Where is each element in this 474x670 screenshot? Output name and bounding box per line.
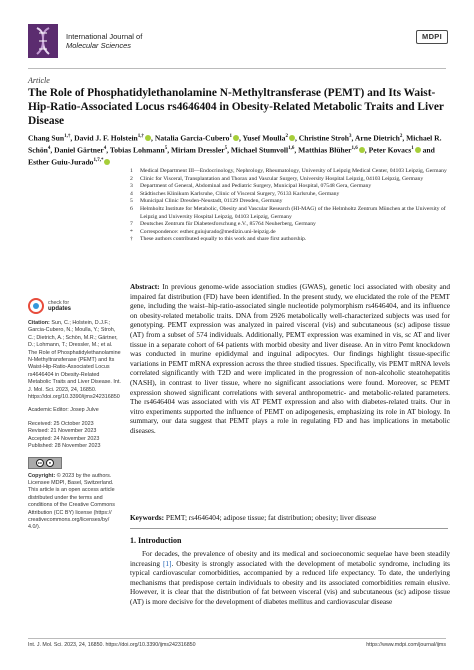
affiliation-item bbox=[130, 191, 450, 199]
footer-citation: Int. J. Mol. Sci. 2023, 24, 16850. https://doi.org/10.3390/ijms242316850 bbox=[28, 642, 196, 648]
affiliation-number: * bbox=[130, 228, 133, 235]
footer-divider bbox=[28, 638, 446, 639]
affiliation-text: Municipal Clinic Dresden-Neustadt, 01129 Dresden, Germany bbox=[140, 198, 283, 205]
author-name[interactable]: Daniel Gärtner bbox=[54, 145, 104, 155]
keywords-text: PEMT; rs4646404; adipose tissue; fat distribution; obesity; liver disease bbox=[165, 513, 377, 522]
affiliation-item bbox=[130, 168, 450, 176]
abstract bbox=[130, 282, 450, 436]
author-list: Chang Sun$^{1,\dagger}$, David J. F. Holstein$^{1,\dagger}$ , Natalia Garcia-Cubero$^1$ , Yusef Moulla$^2$ , Christine Stroh$^3$, Arne Dietrich$^2$, Michael R. Schön$^4$, Daniel Gärtner$^4$, Tobias Lohmann$^5$, Miriam Dressler$^5$, Michael Stumvoll$^{1,6}$, Matthias Blüher$^{1,6}$ , Peter Kovacs$^1$ and Esther Guiu-Jurado$^{1,7,*}$ bbox=[28, 133, 442, 167]
cc-icon: cc bbox=[37, 459, 43, 465]
affiliation-text: Clinic for Visceral, Transplantation and Thorax and Vascular Surgery, University Hospital Leipzig, 04103 Leipzig, Germany bbox=[140, 175, 424, 182]
journal-logo-icon bbox=[28, 24, 58, 58]
orcid-icon[interactable] bbox=[145, 135, 151, 141]
check-updates-line1: check for bbox=[48, 300, 70, 306]
check-updates-line2: updates bbox=[48, 306, 72, 312]
cc-license-badge[interactable] bbox=[28, 457, 62, 469]
affiliation-number: 3 bbox=[130, 183, 133, 190]
affiliation-item bbox=[130, 236, 450, 244]
affiliation-text: Städtisches Klinikum Karlsruhe, Clinic of Visceral Surgery, 76133 Karlsruhe, Germany bbox=[140, 190, 340, 197]
author-name[interactable]: Christine Stroh bbox=[298, 133, 350, 143]
affiliation-number: 1 bbox=[130, 168, 133, 174]
journal-name bbox=[66, 32, 142, 50]
author-affiliation-marker: 1,6 bbox=[351, 146, 358, 152]
affiliation-number: 6 bbox=[130, 205, 133, 212]
author-affiliation-marker: 1 bbox=[229, 134, 232, 139]
affiliation-list bbox=[130, 168, 450, 244]
copyright-block bbox=[28, 473, 122, 532]
reference-link[interactable]: [1] bbox=[162, 558, 172, 568]
footer-journal-url[interactable]: https://www.mdpi.com/journal/ijms bbox=[366, 642, 446, 648]
by-attribution-icon: ● bbox=[46, 459, 54, 467]
author-name[interactable]: Esther Guiu-Jurado bbox=[28, 157, 94, 167]
publication-dates bbox=[28, 421, 122, 451]
orcid-icon[interactable] bbox=[289, 135, 295, 141]
author-affiliation-marker: 4 bbox=[103, 146, 107, 152]
citation-block bbox=[28, 320, 122, 401]
affiliation-number: 5 bbox=[130, 198, 133, 205]
journal-name-line2: Molecular Sciences bbox=[66, 41, 132, 50]
author-name[interactable]: Arne Dietrich bbox=[354, 133, 400, 143]
check-updates-icon bbox=[28, 298, 44, 314]
citation-text: Sun, C.; Holstein, D.J.F.; Garcia-Cubero, N.; Moulla, Y.; Stroh, C.; Dietrich, A.; Schön, M.R.; Gärtner, D.; Lohmann, T.; Dressler, M.; et al. The Role of Phosphatidylethanolamine N-Methyltransferase (PEMT) and Its Waist-Hip-Ratio-Associated Locus rs4646404 in Obesity-Related Metabolic Traits and Liver Disease. Int. J. Mol. Sci. 2023, 24, 16850. https://doi.org/10.3390/ijms242316850 bbox=[28, 320, 121, 401]
page-footer bbox=[28, 642, 446, 649]
date-received: Received: 25 October 2023 bbox=[28, 420, 94, 427]
affiliation-text: Helmholtz Institute for Metabolic, Obesity and Vascular Research (HI-MAG) of the Helmholtz Zentrum München at the University of Leipzig and University Hospital Leipzig, 04103 Leipzig, Germany bbox=[140, 205, 446, 220]
journal-name-line1: International Journal of bbox=[66, 32, 143, 41]
affiliation-item bbox=[130, 198, 450, 206]
intro-text-b: . Obesity is strongly associated with the development of metabolic syndrome, including its typical cardiovascular comorbidities, accompanied by a reduced life expectancy. To date, the underlying mechanisms that predispose certain individuals to obesity and its associated comorbidities remain elusive. However, it is clear that the distribution of fat between visceral (vis) and subcutaneous (sc) adipose tissue (AT) is more decisive for the development of diabetes mellitus and cardiovascular disease bbox=[130, 558, 450, 606]
introduction-paragraph bbox=[130, 549, 450, 607]
author-name[interactable]: Yusef Moulla bbox=[242, 133, 286, 143]
date-revised: Revised: 21 November 2023 bbox=[28, 428, 97, 435]
author-affiliation-marker: 4 bbox=[47, 146, 51, 152]
intro-text-a: For decades, the prevalence of obesity and its medical and socioeconomic sequelae have been steadily increasing bbox=[130, 549, 450, 568]
author-name[interactable]: Matthias Blüher bbox=[298, 145, 352, 155]
mdpi-logo[interactable]: MDPI bbox=[416, 30, 448, 44]
date-published: Published: 28 November 2023 bbox=[28, 443, 101, 450]
academic-editor bbox=[28, 407, 122, 414]
author-name[interactable]: Michael Stumvoll bbox=[230, 145, 289, 155]
author-affiliation-marker: 2 bbox=[285, 134, 288, 139]
abstract-text: In previous genome-wide association studies (GWAS), genetic loci associated with obesity and impaired fat distribution (FD) have been identified. In the present study, we elucidated the role of the PEMT gene, including the waist–hip-ratio-associated single nucleotide polymorphism rs4646404, and its influence on obesity-related metabolic traits. DNA from 2926 metabolically well-characterized subjects was used for genotyping. PEMT expression was analyzed in paired visceral (vis) and subcutaneous (sc) adipose tissue (AT) from a subset of 574 individuals. Additionally, PEMT expression was examined in vis, sc AT and liver tissue in a separate cohort of 64 patients with morbid obesity and liver disease. An in vitro Pemt knockdown was conducted in murine epididymal and inguinal adipocytes. Our findings highlight tissue-specific variations in PEMT mRNA expression across the three studied tissues. Specifically, vis PEMT mRNA levels correlated significantly with T2D and were implicated in the progression of non-alcoholic steatohepatitis (NASH), in contrast to liver tissue, where no significant associations were found. Moreover, sc PEMT expression showed significant correlations with several anthropometric- and metabolic-related parameters. The rs4646404 was associated with vis AT PEMT expression and also with diabetes-related traits. Our in vitro experiments supported the influence of PEMT on adipogenesis, emphasizing its role in AT biology. In summary, our data suggest that PEMT plays a role in regulating FD and has implications in metabolic diseases. bbox=[130, 282, 451, 435]
author-name[interactable]: Natalia Garcia-Cubero bbox=[154, 133, 230, 143]
author-affiliation-marker: 1,7,* bbox=[93, 158, 104, 164]
affiliation-number: 4 bbox=[130, 190, 133, 197]
copyright-label: Copyright: bbox=[28, 472, 56, 479]
orcid-icon[interactable] bbox=[233, 135, 239, 141]
author-name[interactable]: Miriam Dressler bbox=[170, 145, 225, 155]
affiliation-text: Correspondence: esther.guiujurado@medizin.uni-leipzig.de bbox=[140, 228, 276, 235]
affiliation-item bbox=[130, 206, 450, 221]
keywords-divider bbox=[130, 528, 448, 529]
keywords-label: Keywords: bbox=[130, 513, 165, 522]
keywords bbox=[130, 513, 450, 523]
article-title: The Role of Phosphatidylethanolamine N-Methyltransferase (PEMT) and Its Waist-Hip-Ratio-Associated Locus rs4646404 in Obesity-Related Metabolic Traits and Liver Disease bbox=[28, 87, 444, 127]
author-name[interactable]: Tobias Lohmann bbox=[109, 145, 165, 155]
header-divider bbox=[28, 68, 446, 69]
affiliation-number: 2 bbox=[130, 175, 133, 182]
author-name[interactable]: Peter Kovacs bbox=[368, 145, 412, 155]
academic-editor-label: Academic Editor: bbox=[28, 407, 69, 414]
author-affiliation-marker: 1,† bbox=[64, 134, 71, 139]
author-name[interactable]: Chang Sun bbox=[28, 133, 65, 143]
author-affiliation-marker: 5 bbox=[224, 146, 228, 152]
affiliation-text: These authors contributed equally to this work and share first authorship. bbox=[140, 236, 307, 243]
author-affiliation-marker: 5 bbox=[164, 146, 168, 152]
affiliation-number: † bbox=[130, 236, 133, 243]
check-for-updates-button[interactable] bbox=[28, 298, 122, 314]
affiliation-item bbox=[130, 183, 450, 191]
copyright-text: © 2023 by the authors. Licensee MDPI, Basel, Switzerland. This article is an open access article distributed under the terms and conditions of the Creative Commons Attribution (CC BY) license (https:// creativecommons.org/licenses/by/ 4.0/). bbox=[28, 472, 115, 531]
article-sidebar bbox=[28, 298, 122, 538]
article-type: Article bbox=[28, 76, 50, 85]
section-heading-introduction: 1. Introduction bbox=[130, 536, 182, 545]
author-affiliation-marker: 2 bbox=[399, 134, 403, 139]
affiliation-item bbox=[130, 221, 450, 229]
citation-label: Citation: bbox=[28, 320, 50, 326]
author-name[interactable]: Michael R. Schön bbox=[28, 133, 442, 155]
affiliation-text: Medical Department III—Endocrinology, Nephrology, Rheumatology, University of Leipzig Medical Center, 04103 Leipzig, Germany bbox=[140, 168, 447, 174]
author-affiliation-marker: 1 bbox=[411, 146, 414, 152]
abstract-label: Abstract: bbox=[130, 282, 160, 291]
journal-header bbox=[28, 22, 448, 62]
affiliation-text: Deutsches Zentrum für Diabetesforschung e.V., 85764 Neuherberg, Germany bbox=[140, 221, 316, 228]
affiliation-number: 7 bbox=[130, 221, 133, 228]
orcid-icon[interactable] bbox=[104, 159, 110, 165]
affiliation-text: Department of General, Abdominal and Pediatric Surgery, Municipal Hospital, 07548 Gera, Germany bbox=[140, 183, 372, 190]
orcid-icon[interactable] bbox=[415, 147, 421, 153]
author-affiliation-marker: 1,† bbox=[137, 134, 145, 139]
author-affiliation-marker: 1,6 bbox=[288, 146, 295, 152]
author-name[interactable]: David J. F. Holstein bbox=[74, 133, 138, 143]
author-affiliation-marker: 3 bbox=[349, 134, 352, 139]
date-accepted: Accepted: 24 November 2023 bbox=[28, 435, 100, 442]
orcid-icon[interactable] bbox=[359, 147, 365, 153]
academic-editor-name: Josep Julve bbox=[70, 407, 99, 414]
